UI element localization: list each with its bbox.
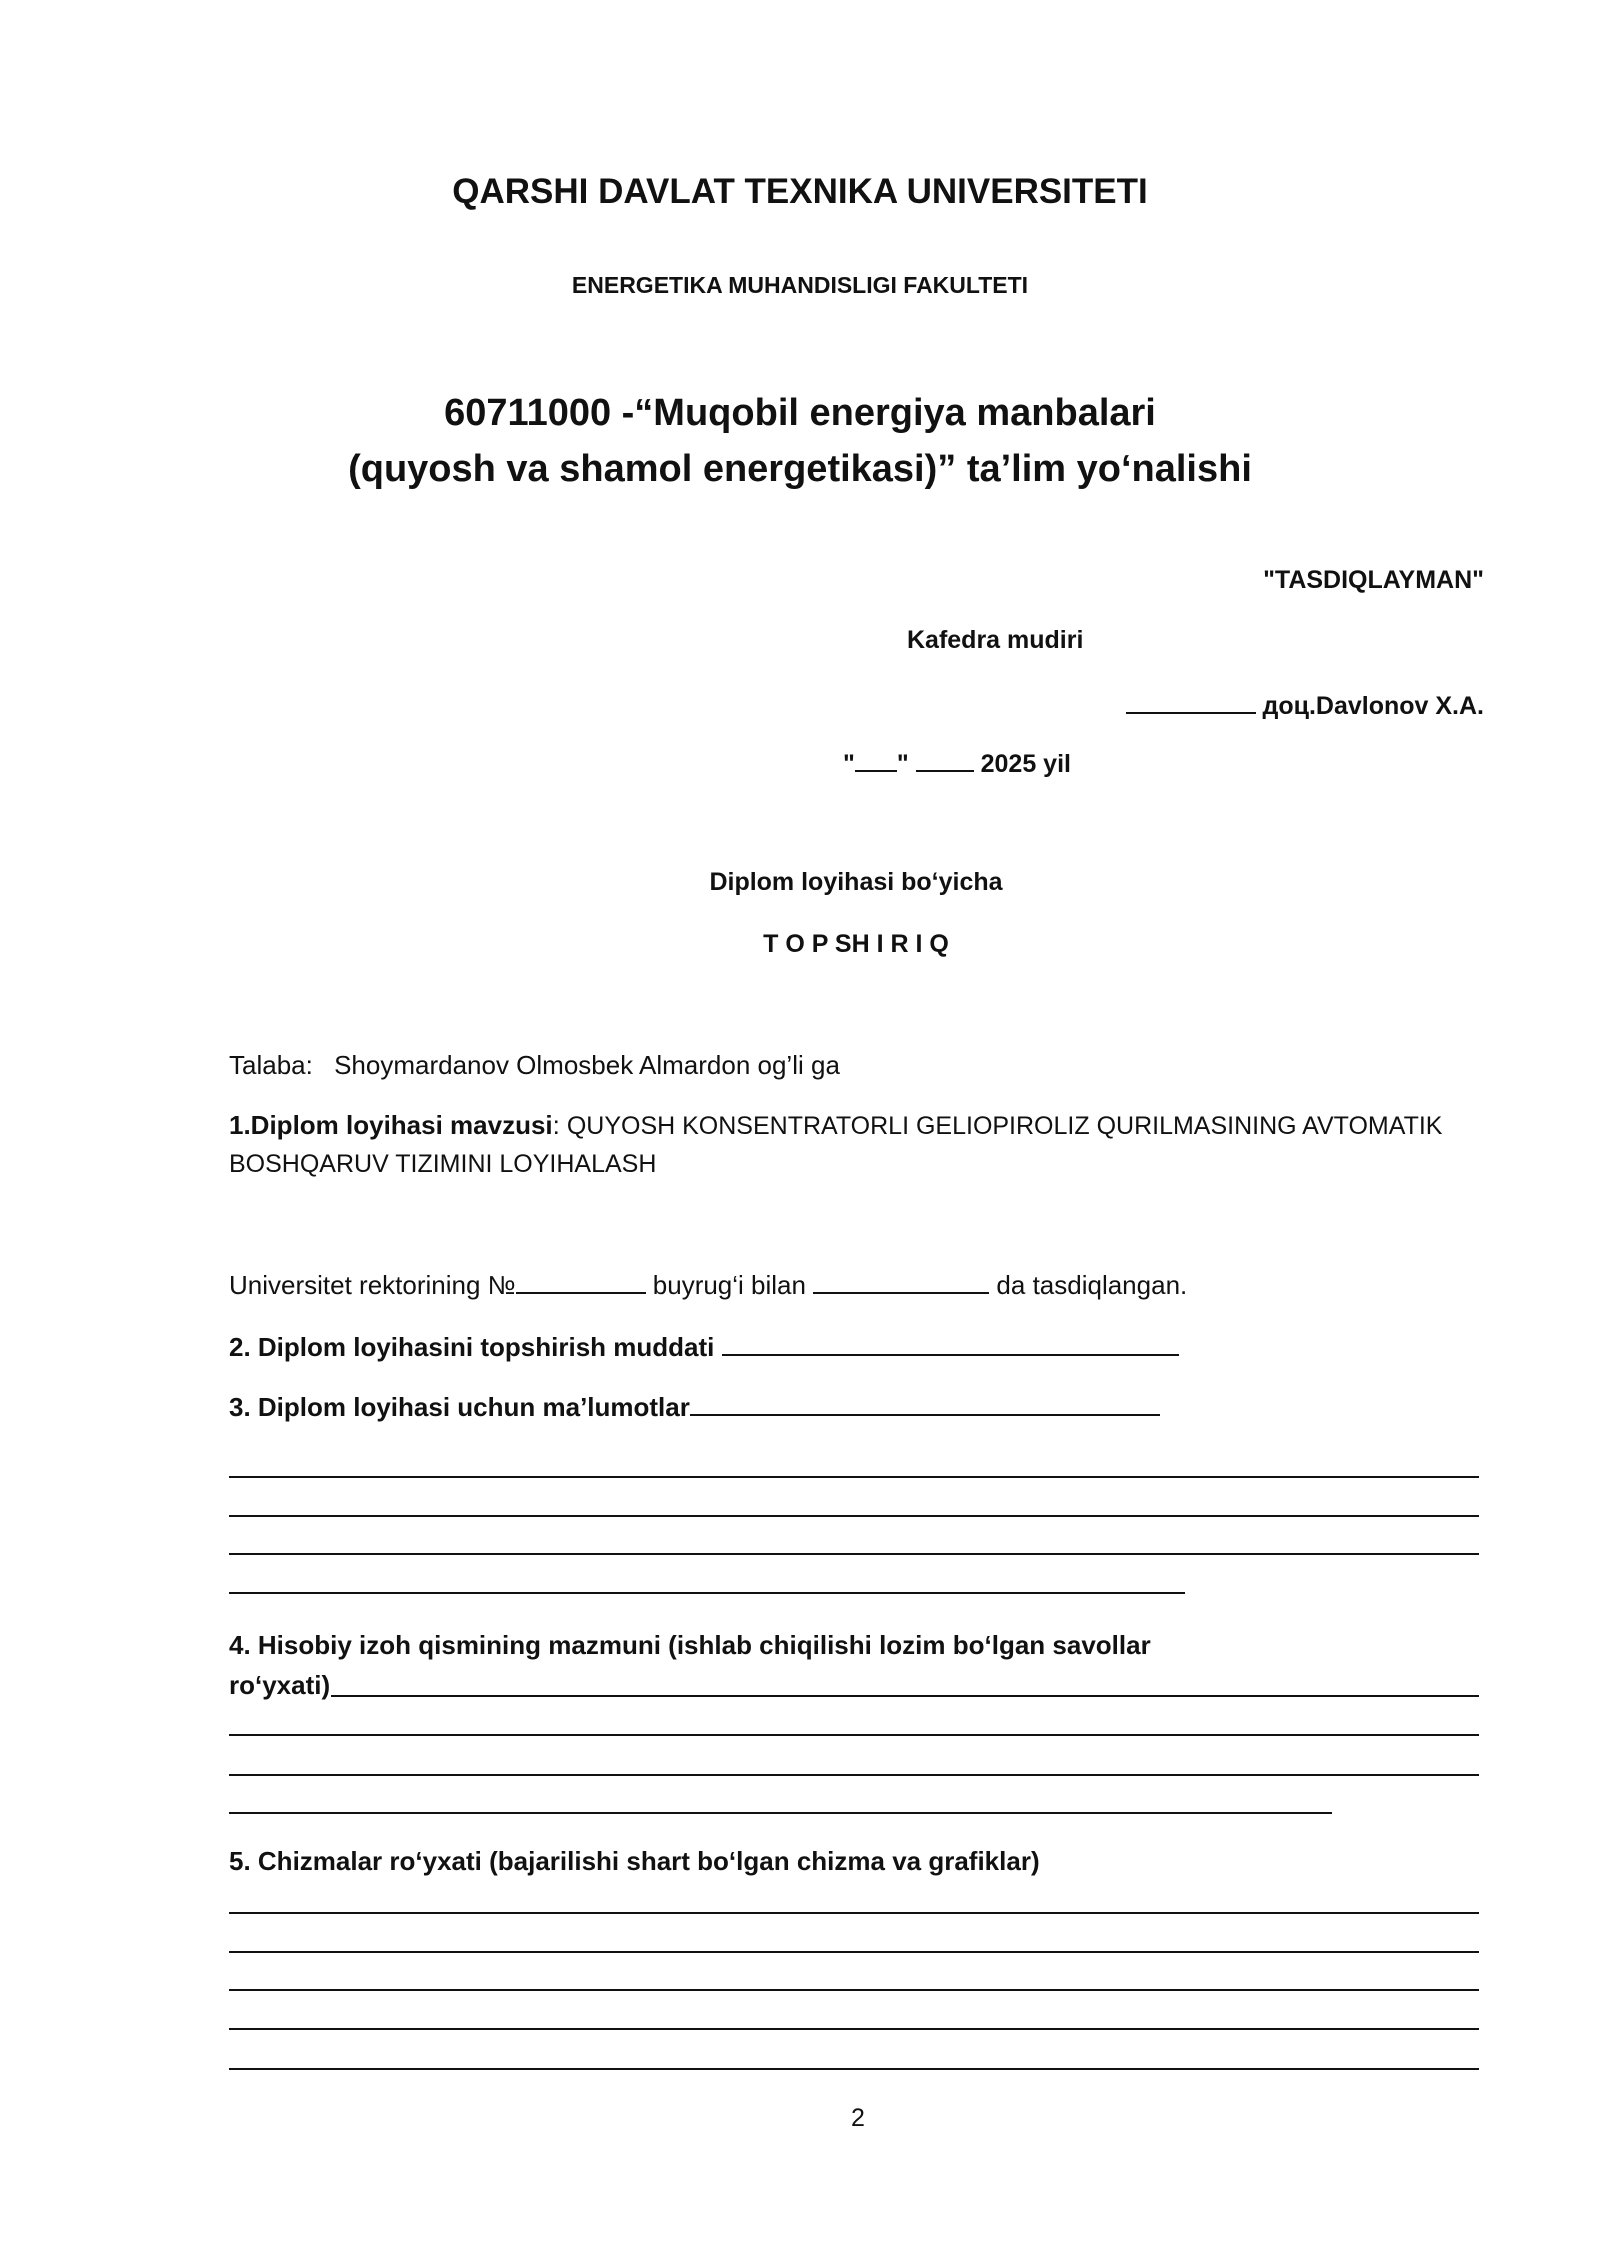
deadline-blank [722, 1330, 1179, 1356]
initial-data-rule-1 [229, 1476, 1479, 1478]
page-number: 2 [851, 2104, 865, 2132]
approval-date: " " 2025 yil [843, 746, 1071, 779]
direction-line-2: (quyosh va shamol energetikasi)” ta’lim yo‘nalishi [348, 448, 1252, 490]
drawings-label: 5. Chizmalar ro‘yxati (bajarilishi shart bo‘lgan chizma va grafiklar) [229, 1846, 1040, 1876]
report-contents-label-line-1: 4. Hisobiy izoh qismining mazmuni (ishlab chiqilishi lozim bo‘lgan savollar [229, 1630, 1151, 1660]
initial-data-rule-4 [229, 1592, 1185, 1594]
thesis-topic-line-1: 1.Diplom loyihasi mavzusi: QUYOSH KONSENTRATORLI GELIOPIROLIZ QURILMASINING AVTOMATIK [229, 1110, 1443, 1140]
drawings-rule-5 [229, 2068, 1479, 2070]
approval-year: 2025 yil [980, 750, 1071, 778]
initial-data-label: 3. Diplom loyihasi uchun ma’lumotlar [229, 1392, 690, 1422]
report-contents-rule-2 [229, 1774, 1479, 1776]
day-blank [855, 746, 897, 772]
approval-title: "TASDIQLAYMAN" [1263, 566, 1484, 594]
initial-data-blank [690, 1390, 1160, 1416]
task-title: T O P SH I R I Q [763, 930, 949, 958]
drawings-rule-3 [229, 1989, 1479, 1991]
report-contents-rule-0 [331, 1695, 1479, 1697]
approval-role: Kafedra mudiri [907, 626, 1084, 654]
report-contents-label-line-2: ro‘yxati) [229, 1670, 331, 1700]
month-blank [916, 746, 974, 772]
task-subtitle: Diplom loyihasi bo‘yicha [709, 868, 1003, 896]
drawings-rule-4 [229, 2028, 1479, 2030]
order-line: Universitet rektorining № buyrug‘i bilan da tasdiqlangan. [229, 1270, 1188, 1300]
thesis-topic-label: 1.Diplom loyihasi mavzusi [229, 1110, 553, 1140]
thesis-topic-text: QUYOSH KONSENTRATORLI GELIOPIROLIZ QURILMASINING AVTOMATIK [559, 1112, 1443, 1140]
deadline-line [229, 1330, 1179, 1363]
report-contents-rule-1 [229, 1734, 1479, 1736]
initial-data-rule-3 [229, 1553, 1479, 1555]
direction-line-1: 60711000 -“Muqobil energiya manbalari [444, 392, 1156, 434]
university-title: QARSHI DAVLAT TEXNIKA UNIVERSITETI [452, 172, 1148, 211]
approval-signer: доц.Davlonov X.A. [1262, 692, 1484, 720]
thesis-topic-line-2: BOSHQARUV TIZIMINI LOYIHALASH [229, 1150, 657, 1178]
initial-data-rule-2 [229, 1515, 1479, 1517]
order-number-blank [516, 1268, 646, 1294]
student-label: Talaba: [229, 1050, 313, 1080]
student-name: Shoymardanov Olmosbek Almardon og’li ga [334, 1050, 840, 1080]
drawings-rule-1 [229, 1912, 1479, 1914]
initial-data-line [229, 1390, 1160, 1423]
deadline-label: 2. Diplom loyihasini topshirish muddati [229, 1332, 722, 1362]
faculty-title: ENERGETIKA MUHANDISLIGI FAKULTETI [571, 272, 1029, 298]
signature-blank [1126, 688, 1256, 714]
approval-signer-line [1126, 688, 1485, 721]
report-contents-rule-3 [229, 1812, 1332, 1814]
drawings-rule-2 [229, 1951, 1479, 1953]
order-date-blank [813, 1268, 989, 1294]
student-line [229, 1050, 840, 1081]
